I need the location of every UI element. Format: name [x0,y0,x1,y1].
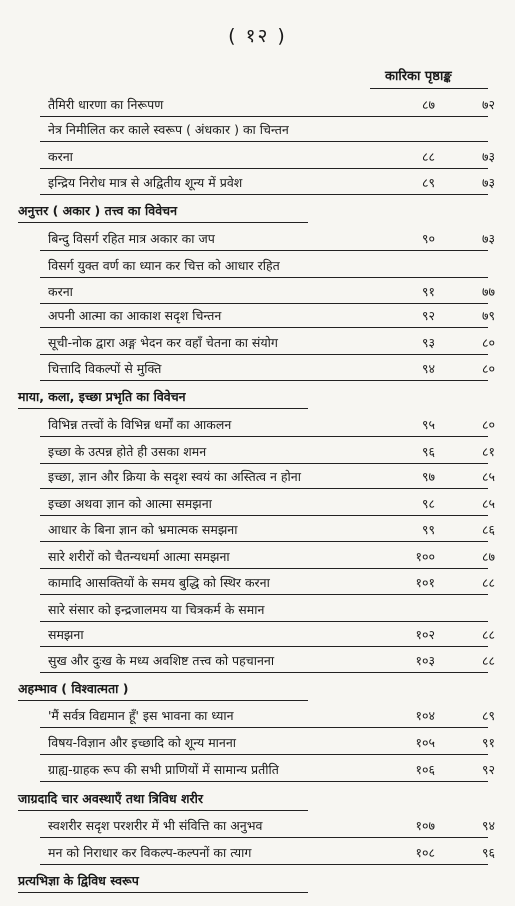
section-title: प्रत्यभिज्ञा के द्विविध स्वरूप [18,873,139,888]
entry-title: विषय-विज्ञान और इच्छादि को शून्य मानना [48,735,237,750]
toc-entry [0,648,515,674]
section-title: माया, कला, इच्छा प्रभृति का विवेचन [18,389,186,404]
page-ref: ८० [481,335,495,350]
entry-title: चित्तादि विकल्पों से मुक्ति [48,361,162,376]
karika-number: ९८ [421,496,435,511]
karika-number: ९४ [421,361,435,376]
karika-number: १०३ [415,653,435,668]
toc-entry [0,757,515,783]
toc-entry [0,144,515,170]
page-ref: ८८ [481,627,495,642]
entry-title: स्वशरीर सदृश परशरीर में भी संवित्ति का अनुभव [48,818,263,833]
underline-rule [40,354,488,355]
entry-title: सुख और दुःख के मध्य अवशिष्ट तत्त्व को पहचानना [48,653,275,668]
section-heading [0,198,515,224]
entry-title: आधार के बिना ज्ञान को भ्रमात्मक समझना [48,522,238,537]
karika-number: ९३ [421,335,435,350]
toc-entry [0,813,515,839]
page-ref: ८० [481,417,495,432]
underline-rule [40,754,488,755]
karika-number: ९२ [421,308,435,323]
toc-entry [0,597,515,623]
section-title: जाग्रदादि चार अवस्थाएँ तथा त्रिविध शरीर [18,791,203,806]
page-ref: ८५ [481,469,495,484]
page-ref: ९६ [481,845,495,860]
entry-title: तैमिरी धारणा का निरूपण [48,97,164,112]
toc-entry [0,356,515,382]
page-ref: ९१ [481,735,495,750]
toc-entry [0,226,515,252]
entry-title: नेत्र निमीलित कर काले स्वरूप ( अंधकार ) का चिन्तन [48,122,289,137]
toc-entry [0,703,515,729]
underline-rule [40,277,488,278]
karika-number: १०७ [415,818,435,833]
karika-number: ९५ [421,417,435,432]
page-ref: ८६ [481,522,495,537]
underline-rule [40,594,488,595]
underline-rule [40,168,488,169]
toc-entry [0,730,515,756]
underline-rule [40,837,488,838]
underline-rule [40,436,488,437]
section-heading [0,786,515,812]
karika-number: १०८ [415,845,435,860]
karika-number: १०० [415,549,435,564]
underline-rule [18,700,308,701]
entry-title: इच्छा अथवा ज्ञान को आत्मा समझना [48,496,212,511]
toc-entry [0,464,515,490]
page-ref: ८१ [481,444,495,459]
page-ref: ९२ [481,762,495,777]
karika-number: १०४ [415,708,435,723]
entry-title: सारे संसार को इन्द्रजालमय या चित्रकर्म के समान [48,602,265,617]
section-heading [0,868,515,894]
page-ref: ७३ [481,175,495,190]
page-ref: ८७ [481,549,495,564]
underline-rule [18,810,308,811]
page-ref: ७२ [481,97,495,112]
toc-entry [0,517,515,543]
toc-entry [0,840,515,866]
section-heading [0,384,515,410]
underline-rule [40,141,488,142]
page-ref: ८८ [481,575,495,590]
toc-entry [0,117,515,143]
entry-title: ग्राह्य-ग्राहक रूप की सभी प्राणियों में सामान्य प्रतीति [48,762,279,777]
karika-number: १०२ [415,627,435,642]
entry-title: विसर्ग युक्त वर्ण का ध्यान कर चित्त को आधार रहित [48,258,280,273]
underline-rule [40,488,488,489]
toc-entry [0,570,515,596]
toc-entry [0,253,515,279]
section-heading [0,676,515,702]
page-ref: ७९ [481,308,495,323]
page-ref: ८५ [481,496,495,511]
underline-rule [40,727,488,728]
karika-number: ९० [421,231,435,246]
entry-title: समझना [48,627,84,642]
entry-title: करना [48,149,73,164]
toc-entry [0,491,515,517]
underline-rule [40,515,488,516]
underline-rule [18,408,308,409]
toc-entry [0,412,515,438]
page-ref: ७३ [481,149,495,164]
underline-rule [40,250,488,251]
entry-title: 'मैं सर्वत्र विद्यमान हूँ' इस भावना का ध्यान [48,708,234,723]
entry-title: अपनी आत्मा का आकाश सदृश चिन्तन [48,308,222,323]
underline-rule [40,646,488,647]
page-ref: ९४ [481,818,495,833]
karika-number: ८८ [421,149,435,164]
karika-number: ९१ [421,284,435,299]
toc-entry [0,92,515,118]
section-title: अनुत्तर ( अकार ) तत्त्व का विवेचन [18,203,178,218]
entry-title: सूची-नोक द्वारा अङ्ग भेदन कर वहाँ चेतना का संयोग [48,335,278,350]
toc-entry [0,544,515,570]
entry-title: बिन्दु विसर्ग रहित मात्र अकार का जप [48,231,215,246]
underline-rule [18,892,308,893]
karika-number: ८७ [421,97,435,112]
toc-entry [0,279,515,305]
entry-title: सारे शरीरों को चैतन्यधर्मा आत्मा समझना [48,549,230,564]
underline-rule [40,541,488,542]
underline-rule [40,568,488,569]
entry-title: मन को निराधार कर विकल्प-कल्पनों का त्याग [48,845,252,860]
toc-entry [0,170,515,196]
karika-number: १०५ [415,735,435,750]
karika-number: ८९ [421,175,435,190]
karika-number: ९७ [421,469,435,484]
underline-rule [40,327,488,328]
page-ref: ८० [481,361,495,376]
underline-rule [40,194,488,195]
underline-rule [40,864,488,865]
page-ref: ७७ [481,284,495,299]
section-title: अहम्भाव ( विश्वात्मता ) [18,681,129,696]
karika-number: ९९ [421,522,435,537]
entry-title: करना [48,284,73,299]
column-header-rule [370,88,488,89]
toc-entry [0,330,515,356]
toc-entry [0,439,515,465]
entry-title: इन्द्रिय निरोध मात्र से अद्वितीय शून्य में प्रवेश [48,175,243,190]
underline-rule [18,222,308,223]
underline-rule [40,781,488,782]
toc-entry [0,622,515,648]
page-ref: ७३ [481,231,495,246]
entry-title: इच्छा, ज्ञान और क्रिया के सदृश स्वयं का अस्तित्व न होना [48,469,301,484]
underline-rule [40,380,488,381]
underline-rule [40,672,488,673]
toc-entry [0,303,515,329]
entry-title: कामादि आसक्तियों के समय बुद्धि को स्थिर करना [48,575,270,590]
page-number: ( १२ ) [228,25,287,47]
page-ref: ८८ [481,653,495,668]
karika-number: १०६ [415,762,435,777]
karika-number: ९६ [421,444,435,459]
karika-number: १०१ [415,575,435,590]
entry-title: विभिन्न तत्त्वों के विभिन्न धर्मों का आकलन [48,417,232,432]
page-ref: ८९ [481,708,495,723]
column-header: कारिका पृष्ठाङ्क [385,69,452,84]
entry-title: इच्छा के उत्पन्न होते ही उसका शमन [48,444,207,459]
